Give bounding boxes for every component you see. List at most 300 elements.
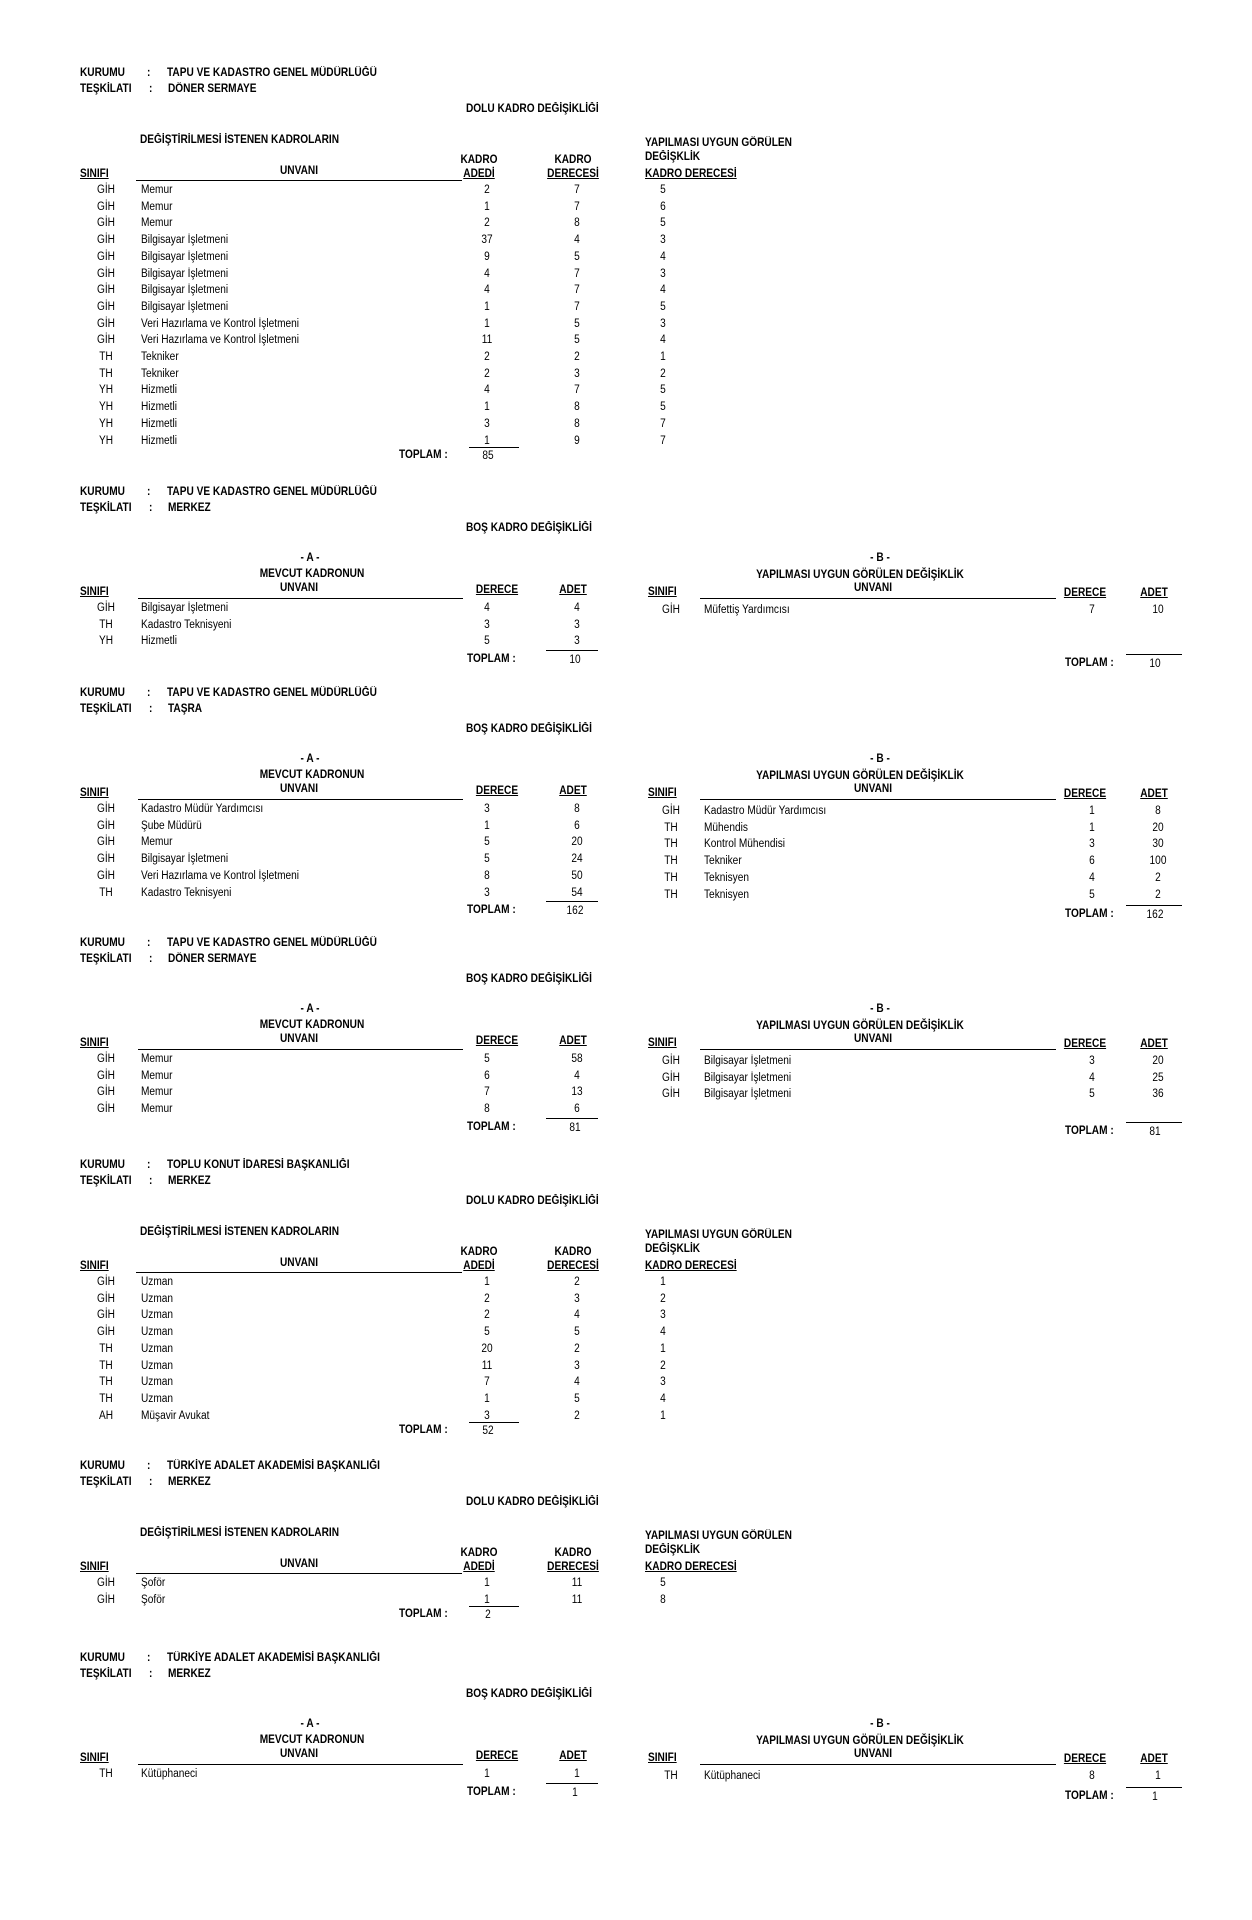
a-row-sinif: GİH [97, 1086, 115, 1098]
sinifi-header: SINIFI [80, 168, 109, 180]
row-unvan: Bilgisayar İşletmeni [141, 234, 229, 246]
a-row-unvan: Kütüphaneci [141, 1768, 198, 1780]
adet-header: ADET [559, 1035, 587, 1047]
a-total-value: 81 [569, 1122, 581, 1134]
a-row-unvan: Hizmetli [141, 635, 177, 647]
b-row-adet: 10 [1152, 604, 1164, 616]
b-marker: - B - [870, 552, 890, 564]
row-sinif: GİH [97, 334, 115, 346]
b-row-sinif: TH [664, 855, 678, 867]
row-kadro-derecesi: 4 [574, 1376, 580, 1388]
a-row-unvan: Memur [141, 1103, 173, 1115]
a-row-adet: 3 [574, 635, 580, 647]
kurumu-label: KURUMU [80, 1159, 125, 1171]
row-unvan: Uzman [141, 1309, 174, 1321]
row-yeni-derece: 3 [660, 1309, 666, 1321]
b-row-unvan: Bilgisayar İşletmeni [704, 1055, 792, 1067]
b-row-sinif: GİH [662, 1055, 680, 1067]
derece-header: DERECE [1063, 1038, 1107, 1050]
row-kadro-adedi: 11 [481, 334, 493, 346]
kurumu-label: KURUMU [80, 687, 125, 699]
row-kadro-adedi: 9 [484, 251, 490, 263]
a-row-sinif: GİH [97, 870, 115, 882]
a-row-unvan: Memur [141, 1086, 173, 1098]
a-row-unvan: Bilgisayar İşletmeni [141, 853, 229, 865]
toplam-label: TOPLAM : [467, 904, 516, 916]
row-sinif: AH [98, 1410, 114, 1422]
a-row-derece: 3 [484, 619, 490, 631]
a-row-adet: 8 [574, 803, 580, 815]
row-unvan: Uzman [141, 1393, 174, 1405]
row-sinif: YH [98, 435, 114, 447]
a-marker: - A - [300, 753, 320, 765]
b-row-sinif: GİH [662, 604, 680, 616]
a-row-adet: 4 [574, 602, 580, 614]
b-total-value: 1 [1152, 1791, 1158, 1803]
row-unvan: Şoför [141, 1594, 166, 1606]
row-unvan: Hizmetli [141, 401, 177, 413]
row-unvan: Bilgisayar İşletmeni [141, 268, 229, 280]
a-row-unvan: Memur [141, 836, 173, 848]
row-kadro-derecesi: 2 [574, 1410, 580, 1422]
a-row-unvan: Memur [141, 1070, 173, 1082]
unvani-rule [138, 799, 463, 800]
b-row-adet: 2 [1155, 872, 1161, 884]
row-sinif: GİH [97, 268, 115, 280]
row-kadro-adedi: 3 [484, 1410, 490, 1422]
b-row-adet: 100 [1149, 855, 1167, 867]
unvani-rule [138, 598, 463, 599]
row-kadro-derecesi: 7 [574, 201, 580, 213]
kurum-name: TAPU VE KADASTRO GENEL MÜDÜRLÜĞÜ [167, 937, 377, 949]
unvani-rule [700, 598, 1056, 599]
toplam-label: TOPLAM : [399, 1608, 448, 1620]
row-yeni-derece: 3 [660, 268, 666, 280]
b-row-derece: 8 [1089, 1770, 1095, 1782]
a-row-adet: 1 [574, 1768, 580, 1780]
sinifi-header: SINIFI [648, 1037, 677, 1049]
unvani-header: UNVANI [853, 1033, 893, 1045]
b-total-value: 10 [1149, 658, 1161, 670]
unvani-header: UNVANI [279, 783, 319, 795]
toplam-label: TOPLAM : [1065, 1790, 1114, 1802]
row-sinif: GİH [97, 1594, 115, 1606]
row-yeni-derece: 5 [660, 184, 666, 196]
row-sinif: GİH [97, 284, 115, 296]
row-yeni-derece: 7 [660, 418, 666, 430]
row-unvan: Uzman [141, 1343, 174, 1355]
a-row-derece: 6 [484, 1070, 490, 1082]
a-row-adet: 58 [571, 1053, 583, 1065]
colon: : [149, 1175, 153, 1187]
a-row-sinif: GİH [97, 836, 115, 848]
teskilat-name: DÖNER SERMAYE [168, 953, 257, 965]
a-row-sinif: TH [99, 887, 113, 899]
row-yeni-derece: 6 [660, 201, 666, 213]
a-row-derece: 3 [484, 803, 490, 815]
b-row-derece: 1 [1089, 822, 1095, 834]
kurum-name: TAPU VE KADASTRO GENEL MÜDÜRLÜĞÜ [167, 486, 377, 498]
row-kadro-adedi: 1 [484, 1393, 490, 1405]
sinifi-header: SINIFI [80, 1260, 109, 1272]
row-sinif: YH [98, 418, 114, 430]
row-yeni-derece: 5 [660, 401, 666, 413]
kurum-name: TAPU VE KADASTRO GENEL MÜDÜRLÜĞÜ [167, 687, 377, 699]
a-row-derece: 5 [484, 836, 490, 848]
b-row-derece: 5 [1089, 1088, 1095, 1100]
a-total-rule [546, 901, 598, 902]
row-unvan: Uzman [141, 1376, 174, 1388]
row-unvan: Müşavir Avukat [141, 1410, 210, 1422]
toplam-label: TOPLAM : [399, 449, 448, 461]
row-kadro-adedi: 4 [484, 284, 490, 296]
row-yeni-derece: 5 [660, 1577, 666, 1589]
a-row-adet: 6 [574, 820, 580, 832]
adedi-header: ADEDİ [463, 168, 495, 180]
row-yeni-derece: 1 [660, 1410, 666, 1422]
row-sinif: GİH [97, 201, 115, 213]
teskilat-name: MERKEZ [168, 1476, 211, 1488]
colon: : [147, 1652, 151, 1664]
row-kadro-adedi: 1 [484, 435, 490, 447]
row-sinif: GİH [97, 234, 115, 246]
adet-header: ADET [1140, 1038, 1168, 1050]
row-unvan: Tekniker [141, 351, 179, 363]
a-row-derece: 7 [484, 1086, 490, 1098]
derece-header: DERECE [1063, 1753, 1107, 1765]
a-row-unvan: Şube Müdürü [141, 820, 202, 832]
degisiklik-label: DEĞİŞKLİK [645, 1544, 701, 1556]
row-yeni-derece: 1 [660, 351, 666, 363]
a-row-derece: 5 [484, 635, 490, 647]
row-unvan: Veri Hazırlama ve Kontrol İşletmeni [141, 318, 300, 330]
row-kadro-derecesi: 7 [574, 301, 580, 313]
row-sinif: GİH [97, 1326, 115, 1338]
b-total-value: 162 [1146, 909, 1164, 921]
section-title: BOŞ KADRO DEĞİŞİKLİĞİ [466, 1688, 592, 1700]
row-unvan: Hizmetli [141, 435, 177, 447]
row-kadro-derecesi: 5 [574, 318, 580, 330]
kadro-derecesi-header: KADRO DERECESİ [645, 1561, 737, 1573]
section-title: BOŞ KADRO DEĞİŞİKLİĞİ [466, 522, 592, 534]
a-row-sinif: GİH [97, 1103, 115, 1115]
row-yeni-derece: 2 [660, 368, 666, 380]
row-sinif: TH [99, 1360, 113, 1372]
row-kadro-adedi: 37 [481, 234, 493, 246]
row-yeni-derece: 5 [660, 384, 666, 396]
sinifi-header: SINIFI [80, 1561, 109, 1573]
degisiklik-label: DEĞİŞKLİK [645, 1243, 701, 1255]
kadro-label: KADRO [460, 1246, 498, 1258]
mevcut-heading: MEVCUT KADRONUN [259, 769, 365, 781]
b-row-adet: 2 [1155, 889, 1161, 901]
teskilati-label: TEŞKİLATI [80, 1476, 132, 1488]
colon: : [149, 502, 153, 514]
a-row-sinif: TH [99, 619, 113, 631]
row-kadro-derecesi: 5 [574, 251, 580, 263]
adet-header: ADET [1140, 1753, 1168, 1765]
row-kadro-derecesi: 8 [574, 418, 580, 430]
row-kadro-adedi: 1 [484, 1577, 490, 1589]
a-marker: - A - [300, 1718, 320, 1730]
b-row-unvan: Müfettiş Yardımcısı [704, 604, 790, 616]
teskilat-name: TAŞRA [168, 703, 203, 715]
a-row-sinif: YH [98, 635, 114, 647]
unvani-header: UNVANI [853, 783, 893, 795]
yapilmasi-heading: YAPILMASI UYGUN GÖRÜLEN DEĞİŞİKLİK [756, 1735, 964, 1747]
unvani-rule [700, 1764, 1056, 1765]
b-row-derece: 4 [1089, 872, 1095, 884]
degisiklik-label: DEĞİŞKLİK [645, 151, 701, 163]
adet-header: ADET [559, 785, 587, 797]
b-row-adet: 1 [1155, 1770, 1161, 1782]
dolu-heading: DEĞİŞTİRİLMESİ İSTENEN KADROLARIN [140, 1226, 340, 1238]
b-row-unvan: Teknisyen [704, 872, 750, 884]
a-row-adet: 24 [571, 853, 583, 865]
total-rule [469, 1422, 519, 1423]
row-yeni-derece: 3 [660, 234, 666, 246]
row-yeni-derece: 1 [660, 1343, 666, 1355]
row-sinif: TH [99, 1393, 113, 1405]
section-title: BOŞ KADRO DEĞİŞİKLİĞİ [466, 973, 592, 985]
row-sinif: GİH [97, 1577, 115, 1589]
b-row-derece: 3 [1089, 1055, 1095, 1067]
mevcut-heading: MEVCUT KADRONUN [259, 568, 365, 580]
sinifi-header: SINIFI [80, 586, 109, 598]
yapilmasi-heading: YAPILMASI UYGUN GÖRÜLEN DEĞİŞİKLİK [756, 569, 964, 581]
b-row-sinif: TH [664, 838, 678, 850]
b-row-adet: 8 [1155, 805, 1161, 817]
yapilmasi-label: YAPILMASI UYGUN GÖRÜLEN [645, 1530, 792, 1542]
total-rule [469, 447, 519, 448]
row-sinif: YH [98, 384, 114, 396]
toplam-label: TOPLAM : [467, 1786, 516, 1798]
a-row-sinif: GİH [97, 1070, 115, 1082]
a-row-adet: 20 [571, 836, 583, 848]
row-sinif: TH [99, 368, 113, 380]
row-kadro-adedi: 2 [484, 1309, 490, 1321]
adedi-header: ADEDİ [463, 1260, 495, 1272]
a-row-derece: 5 [484, 853, 490, 865]
row-kadro-adedi: 2 [484, 1293, 490, 1305]
row-kadro-adedi: 20 [481, 1343, 493, 1355]
yapilmasi-heading: YAPILMASI UYGUN GÖRÜLEN DEĞİŞİKLİK [756, 770, 964, 782]
a-total-value: 10 [569, 654, 581, 666]
row-yeni-derece: 4 [660, 251, 666, 263]
row-yeni-derece: 3 [660, 318, 666, 330]
colon: : [147, 1159, 151, 1171]
a-row-unvan: Kadastro Teknisyeni [141, 887, 232, 899]
row-kadro-derecesi: 2 [574, 1276, 580, 1288]
row-kadro-derecesi: 5 [574, 1393, 580, 1405]
b-row-adet: 36 [1152, 1088, 1164, 1100]
a-row-sinif: GİH [97, 820, 115, 832]
sinifi-header: SINIFI [80, 787, 109, 799]
row-kadro-derecesi: 5 [574, 334, 580, 346]
kurum-name: TOPLU KONUT İDARESİ BAŞKANLIĞI [167, 1159, 350, 1171]
row-unvan: Memur [141, 217, 173, 229]
row-kadro-derecesi: 7 [574, 184, 580, 196]
unvani-rule [700, 1049, 1056, 1050]
total-value: 52 [482, 1425, 494, 1437]
row-sinif: GİH [97, 251, 115, 263]
kadro-label: KADRO [460, 1547, 498, 1559]
b-total-rule [1126, 905, 1182, 906]
b-row-derece: 5 [1089, 889, 1095, 901]
a-row-adet: 50 [571, 870, 583, 882]
row-sinif: GİH [97, 318, 115, 330]
kadro-label: KADRO [554, 1246, 592, 1258]
teskilat-name: DÖNER SERMAYE [168, 83, 257, 95]
a-row-derece: 4 [484, 602, 490, 614]
colon: : [147, 67, 151, 79]
row-kadro-adedi: 2 [484, 368, 490, 380]
row-kadro-derecesi: 8 [574, 401, 580, 413]
row-yeni-derece: 4 [660, 1326, 666, 1338]
mevcut-heading: MEVCUT KADRONUN [259, 1734, 365, 1746]
kurum-name: TÜRKİYE ADALET AKADEMİSİ BAŞKANLIĞI [167, 1652, 380, 1664]
unvani-rule [136, 180, 462, 181]
section-title: DOLU KADRO DEĞİŞİKLİĞİ [466, 1496, 599, 1508]
total-rule [469, 1606, 519, 1607]
row-sinif: GİH [97, 301, 115, 313]
colon: : [149, 83, 153, 95]
row-sinif: TH [99, 1376, 113, 1388]
adet-header: ADET [1140, 788, 1168, 800]
teskilati-label: TEŞKİLATI [80, 953, 132, 965]
section-title: BOŞ KADRO DEĞİŞİKLİĞİ [466, 723, 592, 735]
derece-header: DERECE [475, 1750, 519, 1762]
a-total-value: 162 [566, 905, 584, 917]
a-total-rule [546, 1118, 598, 1119]
kurumu-label: KURUMU [80, 67, 125, 79]
row-yeni-derece: 8 [660, 1594, 666, 1606]
row-unvan: Hizmetli [141, 384, 177, 396]
row-yeni-derece: 4 [660, 284, 666, 296]
a-row-derece: 8 [484, 870, 490, 882]
row-kadro-derecesi: 9 [574, 435, 580, 447]
dolu-heading: DEĞİŞTİRİLMESİ İSTENEN KADROLARIN [140, 134, 340, 146]
derecesi-header: DERECESİ [547, 168, 599, 180]
teskilati-label: TEŞKİLATI [80, 703, 132, 715]
row-kadro-adedi: 3 [484, 418, 490, 430]
row-unvan: Memur [141, 184, 173, 196]
a-row-adet: 54 [571, 887, 583, 899]
row-kadro-derecesi: 3 [574, 1293, 580, 1305]
kadro-derecesi-header: KADRO DERECESİ [645, 1260, 737, 1272]
b-row-adet: 30 [1152, 838, 1164, 850]
unvani-header: UNVANI [279, 582, 319, 594]
row-sinif: GİH [97, 217, 115, 229]
b-row-sinif: GİH [662, 805, 680, 817]
row-yeni-derece: 2 [660, 1360, 666, 1372]
derece-header: DERECE [1063, 587, 1107, 599]
row-yeni-derece: 4 [660, 1393, 666, 1405]
row-kadro-adedi: 7 [484, 1376, 490, 1388]
row-unvan: Bilgisayar İşletmeni [141, 284, 229, 296]
section-title: DOLU KADRO DEĞİŞİKLİĞİ [466, 1195, 599, 1207]
row-kadro-adedi: 1 [484, 301, 490, 313]
kurumu-label: KURUMU [80, 1652, 125, 1664]
teskilati-label: TEŞKİLATI [80, 1668, 132, 1680]
b-row-unvan: Bilgisayar İşletmeni [704, 1072, 792, 1084]
a-row-sinif: GİH [97, 803, 115, 815]
row-kadro-adedi: 1 [484, 401, 490, 413]
kurum-name: TAPU VE KADASTRO GENEL MÜDÜRLÜĞÜ [167, 67, 377, 79]
row-kadro-adedi: 4 [484, 268, 490, 280]
b-row-unvan: Teknisyen [704, 889, 750, 901]
b-row-unvan: Kadastro Müdür Yardımcısı [704, 805, 827, 817]
b-row-adet: 20 [1152, 822, 1164, 834]
teskilati-label: TEŞKİLATI [80, 1175, 132, 1187]
row-sinif: GİH [97, 1309, 115, 1321]
b-marker: - B - [870, 1003, 890, 1015]
b-row-sinif: TH [664, 822, 678, 834]
a-row-derece: 3 [484, 887, 490, 899]
row-kadro-derecesi: 5 [574, 1326, 580, 1338]
row-kadro-adedi: 2 [484, 351, 490, 363]
total-value: 85 [482, 450, 494, 462]
unvani-rule [700, 799, 1056, 800]
derece-header: DERECE [475, 1035, 519, 1047]
row-kadro-derecesi: 3 [574, 1360, 580, 1372]
row-kadro-adedi: 2 [484, 217, 490, 229]
b-row-sinif: GİH [662, 1072, 680, 1084]
unvani-header: UNVANI [853, 582, 893, 594]
row-sinif: GİH [97, 184, 115, 196]
toplam-label: TOPLAM : [467, 653, 516, 665]
yapilmasi-label: YAPILMASI UYGUN GÖRÜLEN [645, 1229, 792, 1241]
b-total-rule [1126, 1787, 1182, 1788]
row-unvan: Tekniker [141, 368, 179, 380]
a-total-value: 1 [572, 1787, 578, 1799]
a-row-unvan: Veri Hazırlama ve Kontrol İşletmeni [141, 870, 300, 882]
row-unvan: Veri Hazırlama ve Kontrol İşletmeni [141, 334, 300, 346]
row-yeni-derece: 5 [660, 217, 666, 229]
sinifi-header: SINIFI [648, 787, 677, 799]
a-row-derece: 5 [484, 1053, 490, 1065]
row-kadro-adedi: 2 [484, 184, 490, 196]
row-kadro-derecesi: 7 [574, 284, 580, 296]
kadro-label: KADRO [554, 154, 592, 166]
toplam-label: TOPLAM : [1065, 908, 1114, 920]
colon: : [147, 1460, 151, 1472]
kurumu-label: KURUMU [80, 486, 125, 498]
kurumu-label: KURUMU [80, 1460, 125, 1472]
b-marker: - B - [870, 753, 890, 765]
derece-header: DERECE [1063, 788, 1107, 800]
b-row-sinif: TH [664, 889, 678, 901]
a-row-sinif: GİH [97, 602, 115, 614]
a-row-sinif: GİH [97, 853, 115, 865]
derece-header: DERECE [475, 785, 519, 797]
b-row-derece: 4 [1089, 1072, 1095, 1084]
derece-header: DERECE [475, 584, 519, 596]
a-marker: - A - [300, 1003, 320, 1015]
colon: : [147, 687, 151, 699]
row-unvan: Uzman [141, 1276, 174, 1288]
row-sinif: TH [99, 1343, 113, 1355]
toplam-label: TOPLAM : [1065, 1125, 1114, 1137]
row-kadro-adedi: 5 [484, 1326, 490, 1338]
row-kadro-adedi: 1 [484, 1594, 490, 1606]
adedi-header: ADEDİ [463, 1561, 495, 1573]
kadro-label: KADRO [460, 154, 498, 166]
unvani-header: UNVANI [279, 1748, 319, 1760]
adet-header: ADET [559, 584, 587, 596]
teskilat-name: MERKEZ [168, 1668, 211, 1680]
a-row-adet: 13 [571, 1086, 583, 1098]
